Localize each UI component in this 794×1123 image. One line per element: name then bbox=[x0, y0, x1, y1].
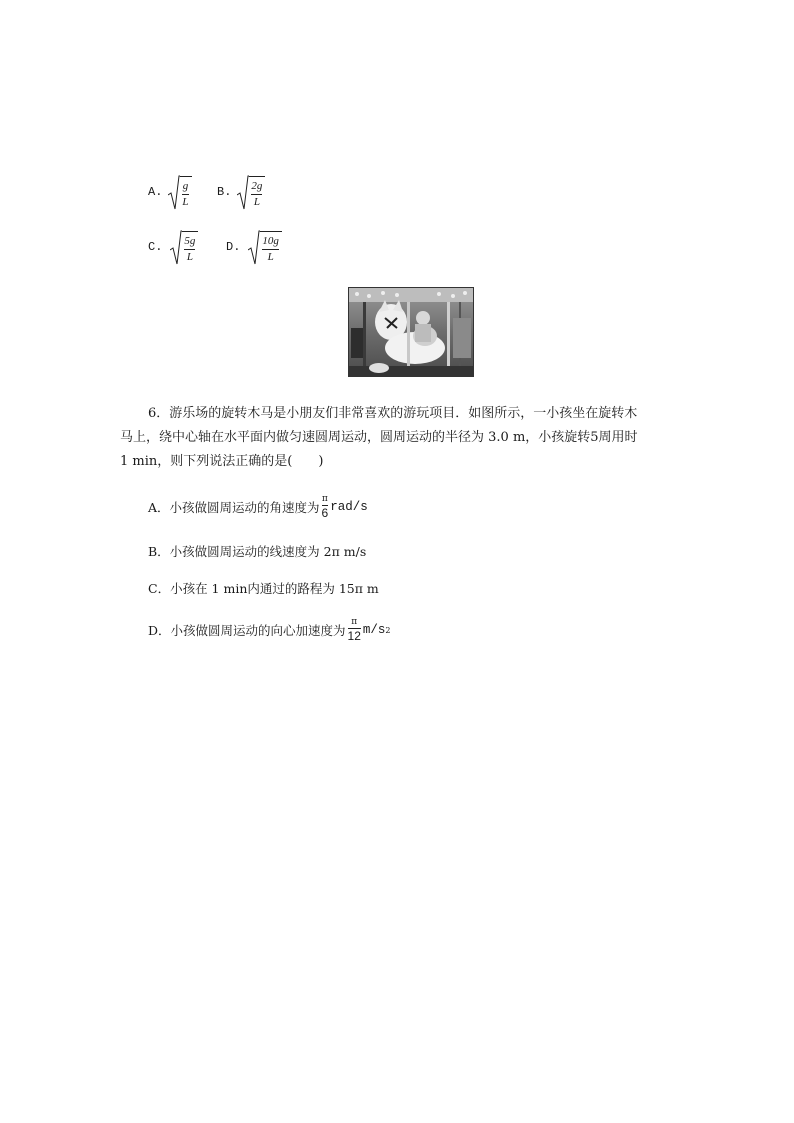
sqrt-expression bbox=[248, 228, 282, 266]
radical-sign-icon bbox=[168, 173, 180, 211]
fraction-numerator: π bbox=[321, 494, 328, 504]
fraction-denominator: 12 bbox=[347, 629, 361, 643]
fraction-numerator: 2g bbox=[251, 180, 263, 192]
choice-d-unit: m/s bbox=[362, 623, 386, 637]
fraction-numerator: 10g bbox=[262, 235, 279, 247]
question-line-3: 1 min，则下列说法正确的是( ) bbox=[120, 454, 324, 469]
choice-a-unit: rad/s bbox=[330, 500, 368, 514]
question-line-2: 马上，绕中心轴在水平面内做匀速圆周运动，圆周运动的半径为 3.0 m，小孩旋转5周用时 bbox=[120, 430, 638, 445]
fraction-numerator: g bbox=[182, 180, 189, 192]
option-c-prev bbox=[148, 228, 198, 266]
option-b-prev bbox=[217, 173, 265, 211]
unit-exponent: 2 bbox=[385, 625, 391, 635]
choice-d-prefix: D．小孩做圆周运动的向心加速度为 bbox=[148, 623, 346, 638]
option-letter: A. bbox=[148, 185, 163, 199]
sqrt-expression bbox=[168, 173, 191, 211]
fraction-numerator: π bbox=[351, 617, 358, 627]
option-letter: C. bbox=[148, 240, 163, 254]
question-line-1: 6．游乐场的旋转木马是小朋友们非常喜欢的游玩项目．如图所示，一小孩坐在旋转木 bbox=[148, 406, 638, 421]
option-letter: D. bbox=[226, 240, 241, 254]
radical-sign-icon bbox=[170, 228, 182, 266]
sqrt-expression bbox=[170, 228, 198, 266]
fraction bbox=[348, 617, 361, 643]
fraction-denominator: L bbox=[182, 196, 189, 208]
choice-a bbox=[148, 494, 368, 520]
fraction-numerator: 5g bbox=[184, 235, 196, 247]
carousel-horse-image bbox=[349, 288, 473, 376]
option-letter: B. bbox=[217, 185, 232, 199]
option-d-prev bbox=[226, 228, 282, 266]
choice-b: B．小孩做圆周运动的线速度为 2π m/s bbox=[148, 544, 367, 559]
fraction-denominator: L bbox=[253, 196, 260, 208]
radical-sign-icon bbox=[248, 228, 260, 266]
fraction-denominator: 6 bbox=[321, 506, 329, 520]
option-a-prev bbox=[148, 173, 192, 211]
carousel-photo bbox=[348, 287, 474, 377]
sqrt-expression bbox=[237, 173, 265, 211]
choice-c: C．小孩在 1 min内通过的路程为 15π m bbox=[148, 581, 379, 596]
radical-sign-icon bbox=[237, 173, 249, 211]
fraction bbox=[322, 494, 329, 520]
choice-a-prefix: A．小孩做圆周运动的角速度为 bbox=[148, 500, 320, 515]
choice-d bbox=[148, 617, 391, 643]
fraction-denominator: L bbox=[267, 251, 274, 263]
fraction-denominator: L bbox=[186, 251, 193, 263]
